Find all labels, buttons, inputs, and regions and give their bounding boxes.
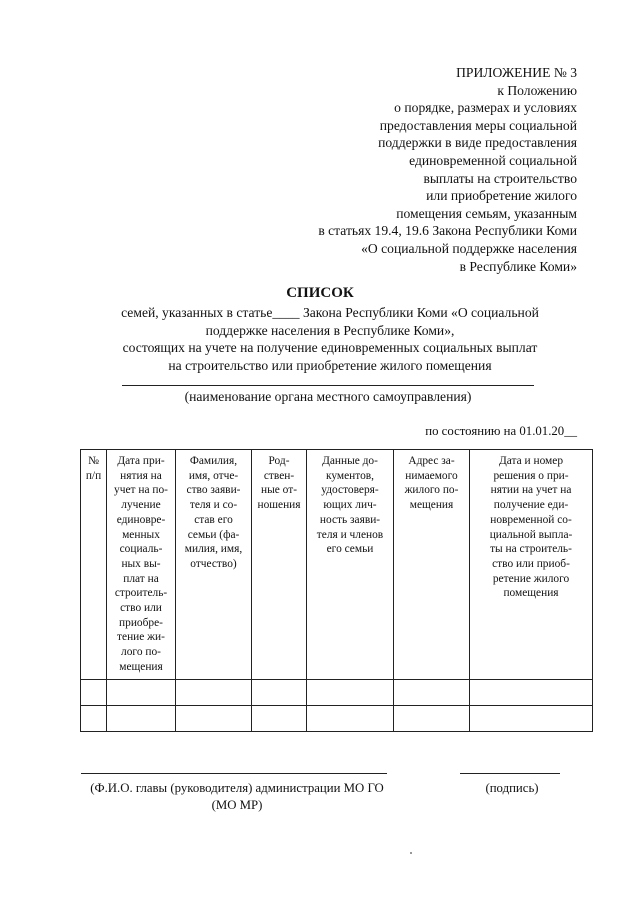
table-cell[interactable] <box>470 706 593 732</box>
column-header-applicant-family: Фамилия, имя, отче- ство заяви- теля и со- став его семьи (фа- милия, имя, отчество) <box>176 450 252 680</box>
table-cell[interactable] <box>252 706 307 732</box>
appendix-line: к Положению <box>497 82 577 98</box>
column-header-number: № п/п <box>81 450 107 680</box>
table-cell[interactable] <box>394 706 470 732</box>
registry-table <box>80 449 593 732</box>
table-cell[interactable] <box>394 680 470 706</box>
subtitle-line: поддержке населения в Республике Коми», <box>205 322 455 338</box>
table-cell[interactable] <box>81 706 107 732</box>
appendix-line: «О социальной поддержке населения <box>361 240 577 256</box>
table-cell[interactable] <box>470 680 593 706</box>
appendix-line: выплаты на строительство <box>423 170 577 186</box>
document-subtitle <box>0 304 640 374</box>
signature-caption: (подпись) <box>485 781 539 795</box>
appendix-line: ПРИЛОЖЕНИЕ № 3 <box>456 65 577 80</box>
head-name-caption-line: (Ф.И.О. главы (руководителя) администрации МО ГО <box>90 781 384 795</box>
table-row <box>81 706 593 732</box>
appendix-line: единовременной социальной <box>409 152 577 168</box>
appendix-line: поддержки в виде предоставления <box>378 135 577 151</box>
head-name-caption-line: (МО МР) <box>211 797 263 812</box>
table-cell[interactable] <box>81 680 107 706</box>
appendix-line: о порядке, размерах и условиях <box>394 100 577 116</box>
table-cell[interactable] <box>307 680 394 706</box>
subtitle-line: семей, указанных в статье____ Закона Республики Коми «О социальной <box>121 305 539 320</box>
signature-fill-line <box>460 773 560 774</box>
appendix-line: предоставления меры социальной <box>379 117 577 133</box>
table-cell[interactable] <box>176 706 252 732</box>
appendix-header <box>247 64 577 275</box>
table-header-row <box>81 450 593 680</box>
appendix-line: в статьях 19.4, 19.6 Закона Республики Коми <box>318 223 577 239</box>
head-name-caption <box>72 780 402 813</box>
column-header-relationship: Род- ствен- ные от- ношения <box>252 450 307 680</box>
table-cell[interactable] <box>176 680 252 706</box>
org-name-caption: (наименование органа местного самоуправления) <box>184 389 472 404</box>
table-cell[interactable] <box>307 706 394 732</box>
appendix-line: помещения семьям, указанным <box>396 205 577 221</box>
head-name-fill-line <box>81 773 387 774</box>
subtitle-line: на строительство или приобретение жилого помещения <box>168 357 492 373</box>
appendix-line: в Республике Коми» <box>459 258 577 274</box>
table-cell[interactable] <box>252 680 307 706</box>
appendix-line: или приобретение жилого <box>426 188 577 204</box>
as-of-date: по состоянию на 01.01.20__ <box>425 424 577 438</box>
column-header-decision: Дата и номер решения о при- нятии на учет на получение еди- новременной со- циальной выпла- ты на строитель- ство или приоб- ретение жилого помещения <box>470 450 593 680</box>
document-title: СПИСОК <box>286 285 354 301</box>
column-header-identity-documents: Данные до- кументов, удостоверя- ющих лич- ность заяви- теля и членов его семьи <box>307 450 394 680</box>
column-header-registration-date: Дата при- нятия на учет на по- лучение единовре- менных социаль- ных вы- плат на строитель- ство или приобре- тение жи- лого по- мещения <box>107 450 176 680</box>
table-row <box>81 680 593 706</box>
column-header-address: Адрес за- нимаемого жилого по- мещения <box>394 450 470 680</box>
subtitle-line: состоящих на учете на получение единовременных социальных выплат <box>122 340 538 356</box>
org-name-fill-line <box>122 385 534 386</box>
scan-speck <box>410 852 412 854</box>
table-cell[interactable] <box>107 680 176 706</box>
table-cell[interactable] <box>107 706 176 732</box>
